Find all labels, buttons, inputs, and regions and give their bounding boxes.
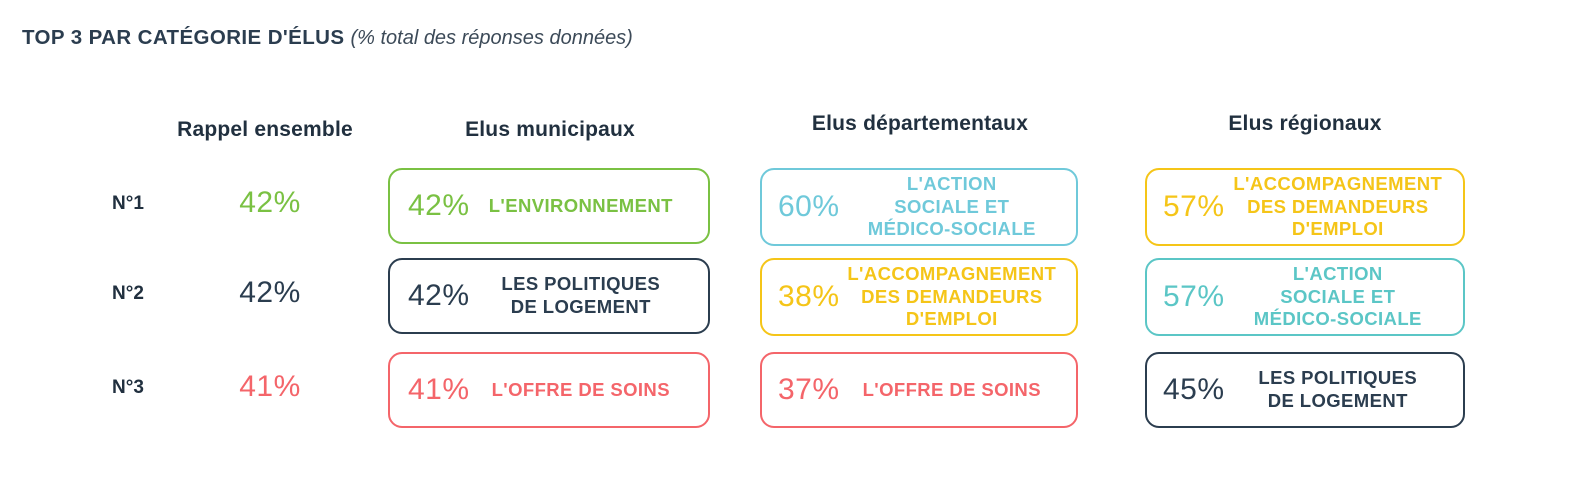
rank-label-3: N°3 (112, 377, 144, 398)
card-departementaux-rank3 (760, 352, 1078, 428)
card-regionaux-rank3 (1145, 352, 1465, 428)
card-label-line2: DES DEMANDEURS (1247, 195, 1429, 217)
column-header-elus-municipaux: Elus municipaux (465, 118, 635, 141)
card-label-line2: DE LOGEMENT (510, 296, 651, 317)
recall-value-rank1: 42% (239, 186, 301, 219)
page-title-main: TOP 3 PAR CATÉGORIE D'ÉLUS (22, 26, 345, 49)
column-header-elus-departementaux: Elus départementaux (811, 112, 1029, 135)
card-percent: 57% (1163, 280, 1225, 313)
card-label-line1: LES POLITIQUES (1258, 367, 1418, 389)
card-percent: 57% (1163, 190, 1225, 223)
card-label-line1: L'ACTION (906, 173, 997, 195)
card-percent: 37% (778, 373, 840, 406)
card-label-line2: SOCIALE ET (1280, 285, 1396, 307)
column-header-rappel-ensemble: Rappel ensemble (177, 118, 353, 141)
card-label-line2: DE LOGEMENT (1267, 390, 1408, 411)
card-percent: 42% (408, 279, 470, 312)
card-label (1225, 367, 1451, 412)
rank-label-1: N°1 (112, 193, 144, 214)
card-label-line1: LES POLITIQUES (501, 273, 661, 295)
card-percent: 41% (408, 373, 470, 406)
card-label-line3: D'EMPLOI (905, 308, 998, 330)
card-label: L'ENVIRONNEMENT (488, 194, 673, 216)
card-municipaux-rank3 (388, 352, 710, 428)
card-label: L'OFFRE DE SOINS (491, 378, 670, 400)
card-label-line1: L'ACTION (1292, 263, 1383, 285)
card-percent: 42% (408, 189, 470, 222)
card-departementaux-rank2 (760, 258, 1078, 336)
card-label-line3: D'EMPLOI (1291, 218, 1384, 240)
card-label (1225, 173, 1451, 241)
card-percent: 60% (778, 190, 840, 223)
card-label-line3: MÉDICO-SOCIALE (1253, 308, 1422, 330)
card-label (470, 273, 692, 318)
card-label-line3: MÉDICO-SOCIALE (867, 218, 1036, 240)
page-title (22, 26, 633, 50)
card-label-line2: DES DEMANDEURS (861, 285, 1043, 307)
card-label: L'OFFRE DE SOINS (862, 378, 1041, 400)
card-label (840, 173, 1064, 241)
card-label-line1: L'ACCOMPAGNEMENT (1233, 173, 1443, 195)
recall-value-rank3: 41% (239, 370, 301, 403)
card-label (1225, 263, 1451, 331)
card-municipaux-rank2 (388, 258, 710, 334)
card-label (840, 263, 1064, 331)
card-label-line1: L'ACCOMPAGNEMENT (847, 263, 1057, 285)
rank-label-2: N°2 (112, 283, 144, 304)
page-title-subtitle: (% total des réponses données) (350, 27, 633, 49)
card-label-line2: SOCIALE ET (894, 195, 1010, 217)
card-regionaux-rank2 (1145, 258, 1465, 336)
card-departementaux-rank1 (760, 168, 1078, 246)
card-percent: 38% (778, 280, 840, 313)
card-municipaux-rank1 (388, 168, 710, 244)
recall-value-rank2: 42% (239, 276, 301, 309)
card-percent: 45% (1163, 373, 1225, 406)
column-header-elus-regionaux: Elus régionaux (1228, 112, 1382, 135)
card-regionaux-rank1 (1145, 168, 1465, 246)
